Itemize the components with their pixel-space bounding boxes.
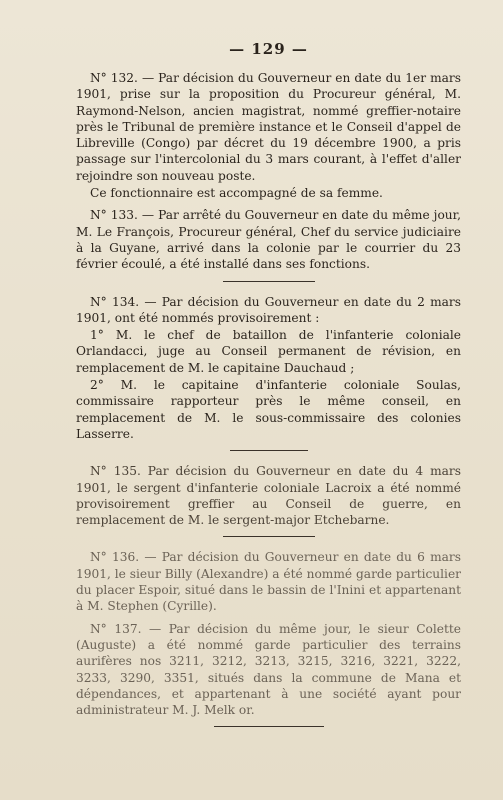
entry-133-paragraph: N° 133. — Par arrêté du Gouverneur en date du même jour, M. Le François, Procureur général, Chef du service judiciaire à la Guyane, arrivé dans la colonie par le courrier du 23 février écoulé, a été installé dans ses fonctions.: [76, 208, 461, 272]
section-divider: [214, 726, 324, 727]
entry-137-paragraph: N° 137. — Par décision du même jour, le sieur Colette (Auguste) a été nommé garde particulier des terrains aurifères nos 3211, 3212, 3213, 3215, 3216, 3221, 3222, 3233, 3290, 3351, situés dans la commune de Mana et dépendances, et appartenant à une société ayant pour administrateur M. J. Melk or.: [76, 621, 461, 718]
page-number: — 129 —: [229, 40, 308, 58]
entry-136-paragraph: N° 136. — Par décision du Gouverneur en date du 6 mars 1901, le sieur Billy (Alexandre) a été nommé garde particulier du placer Espoir, situé dans le bassin de l'Inini et appartenant à M. Stephen (Cyrille).: [76, 550, 461, 614]
section-divider: [230, 450, 308, 451]
section-divider: [223, 536, 315, 537]
entry-132-note: Ce fonctionnaire est accompagné de sa femme.: [90, 186, 383, 201]
section-divider: [223, 281, 315, 282]
entry-134-item-1: 1° M. le chef de bataillon de l'infanterie coloniale Orlandacci, juge au Conseil permanent de révision, en remplacement de M. le capitaine Dauchaud ;: [76, 328, 461, 375]
entry-135-paragraph: N° 135. Par décision du Gouverneur en date du 4 mars 1901, le sergent d'infanterie coloniale Lacroix a été nommé provisoirement greffier au Conseil de guerre, en remplacement de M. le sergent-major Etchebarne.: [76, 464, 461, 528]
entry-134-item-2: 2° M. le capitaine d'infanterie coloniale Soulas, commissaire rapporteur près le même conseil, en remplacement de M. le sous-commissaire des colonies Lasserre.: [76, 378, 461, 441]
entry-132-paragraph: N° 132. — Par décision du Gouverneur en date du 1er mars 1901, prise sur la proposition du Procureur général, M. Raymond-Nelson, ancien magistrat, nommé greffier-notaire près le Tribunal de première instance et le Conseil d'appel de Libreville (Congo) par décret du 19 décembre 1900, a pris passage sur l'intercolonial du 3 mars courant, à l'effet d'aller rejoindre son nouveau poste.: [76, 71, 461, 183]
entry-134-paragraph: N° 134. — Par décision du Gouverneur en date du 2 mars 1901, ont été nommés provisoirement :: [76, 294, 461, 325]
